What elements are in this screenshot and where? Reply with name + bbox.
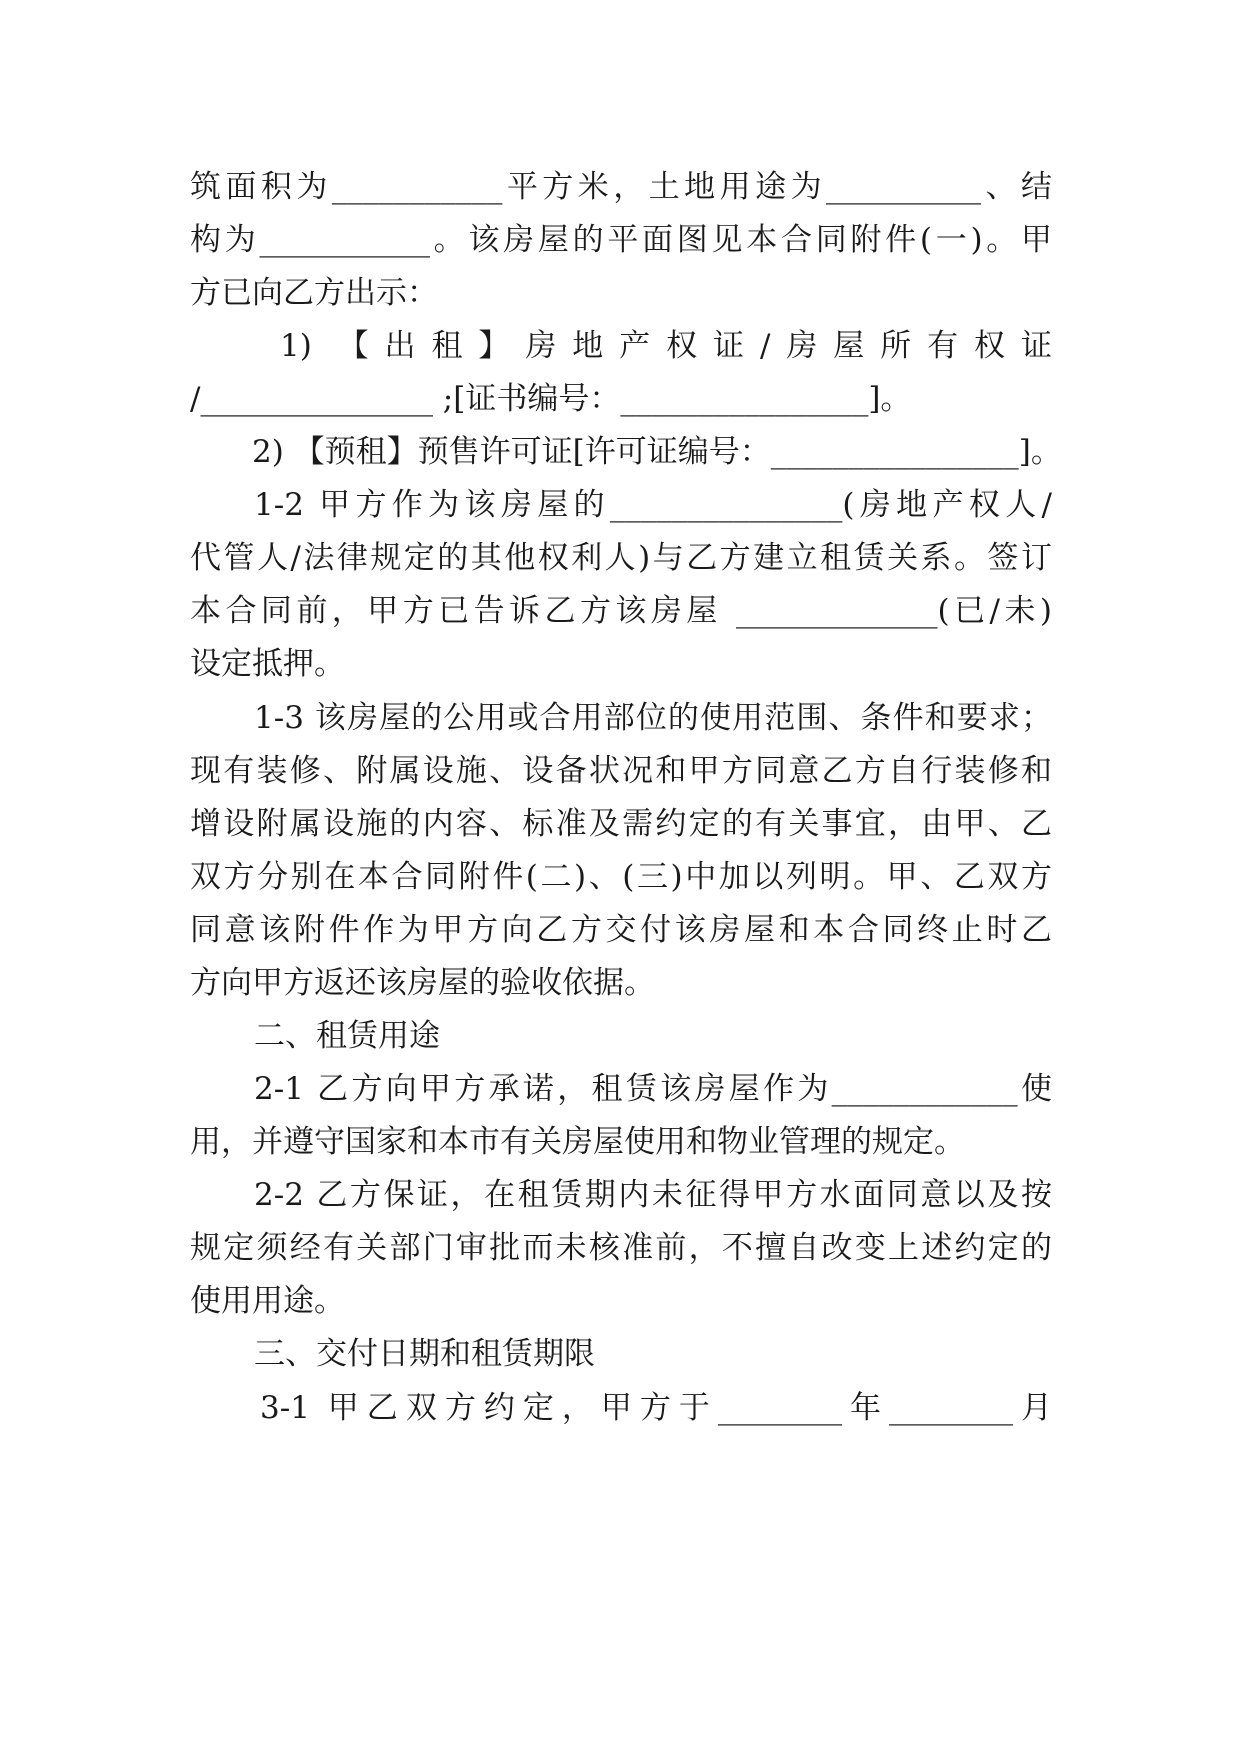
- text-line-21: 规定须经有关部门审批而未核准前，不擅自改变上述约定的: [190, 1230, 1052, 1266]
- text-line-5: /_______________ ;[证书编号：________________]。: [190, 381, 912, 417]
- text-line-15: 同意该附件作为甲方向乙方交付该房屋和本合同终止时乙: [190, 912, 1052, 948]
- text-line-12: 现有装修、附属设施、设备状况和甲方同意乙方自行装修和: [190, 753, 1052, 789]
- text-line-8: 代管人/法律规定的其他权利人)与乙方建立租赁关系。签订: [190, 540, 1052, 576]
- text-line-16: 方向甲方返还该房屋的验收依据。: [190, 965, 655, 1001]
- text-line-19: 用，并遵守国家和本市有关房屋使用和物业管理的规定。: [190, 1124, 965, 1160]
- section-heading-3: 三、交付日期和租赁期限: [254, 1336, 595, 1372]
- section-heading-2: 二、租赁用途: [254, 1018, 440, 1054]
- text-line-11: 1-3 该房屋的公用或合用部位的使用范围、条件和要求；: [254, 700, 1052, 736]
- text-line-10: 设定抵押。: [190, 646, 345, 682]
- text-line-14: 双方分别在本合同附件(二)、(三)中加以列明。甲、乙双方: [190, 859, 1052, 895]
- text-line-2: 构为___________。该房屋的平面图见本合同附件(一)。甲: [190, 222, 1052, 258]
- text-line-18: 2-1 乙方向甲方承诺，租赁该房屋作为____________使: [254, 1071, 1052, 1107]
- text-line-3: 方已向乙方出示：: [190, 275, 438, 311]
- text-line-20: 2-2 乙方保证，在租赁期内未征得甲方水面同意以及按: [254, 1177, 1052, 1213]
- text-line-24: 3-1 甲乙双方约定，甲方于________年________月: [260, 1390, 1052, 1426]
- text-line-4: 1) 【出租】房地产权证/房屋所有权证: [280, 328, 1052, 364]
- text-line-13: 增设附属设施的内容、标准及需约定的有关事宜，由甲、乙: [190, 806, 1052, 842]
- text-line-22: 使用用途。: [190, 1283, 345, 1319]
- text-line-6: 2) 【预租】预售许可证[许可证编号：________________]。: [252, 434, 1062, 470]
- text-line-1: 筑面积为___________平方米，土地用途为__________、结: [190, 169, 1052, 205]
- text-line-7: 1-2 甲方作为该房屋的_______________(房地产权人/: [254, 487, 1052, 523]
- text-line-9: 本合同前，甲方已告诉乙方该房屋 _____________(已/未): [190, 593, 1052, 629]
